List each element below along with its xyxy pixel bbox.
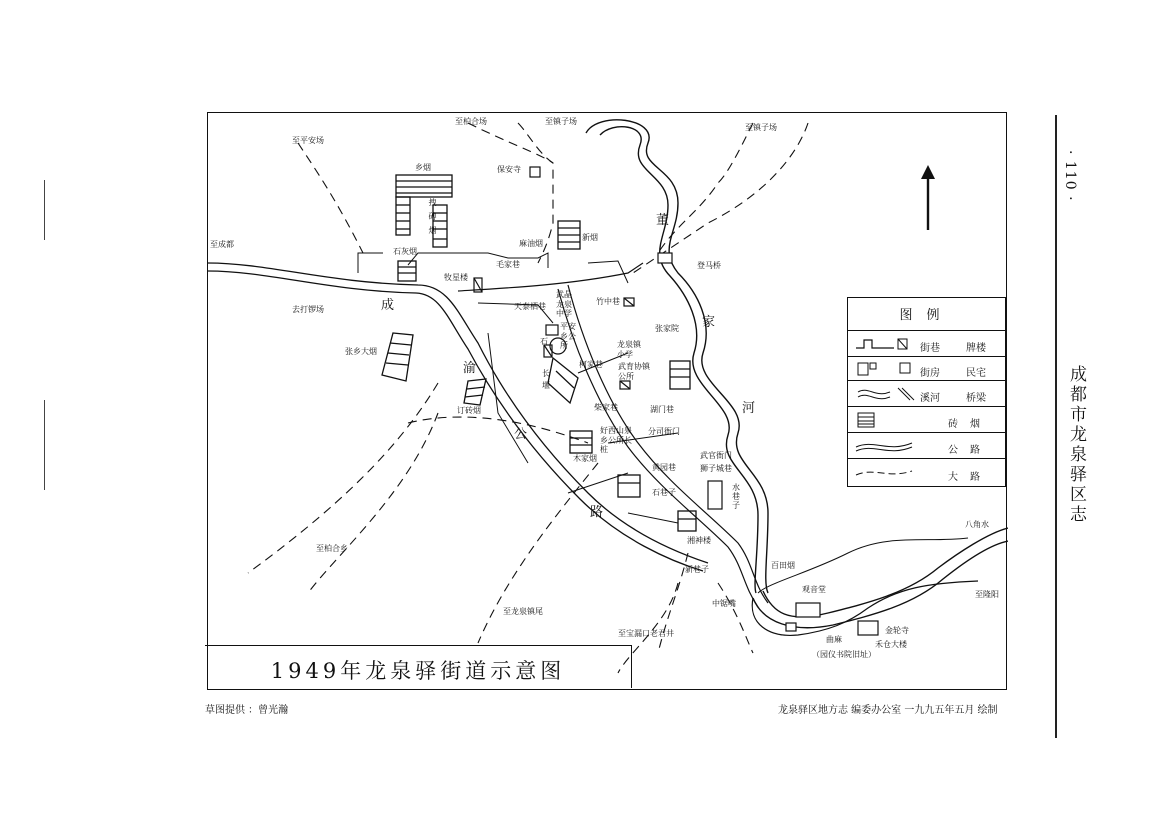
map-label: 至柏合场 <box>455 117 487 126</box>
map-label: 竹中巷 <box>596 297 620 306</box>
map-legend <box>847 297 1006 487</box>
map-label: 分司衙门 <box>648 427 680 436</box>
legend-title: 图例 <box>899 308 954 323</box>
scan-mark <box>44 400 45 490</box>
legend-label: 溪河 <box>920 393 940 404</box>
map-label: 湘神楼 <box>687 536 711 545</box>
road-label: 路 <box>590 505 604 520</box>
map-label: 至平安场 <box>292 136 324 145</box>
river-label: 家 <box>702 315 716 330</box>
book-title: 成都市龙泉驿区志 <box>1066 365 1086 525</box>
legend-label: 砖烟 <box>948 419 992 430</box>
map-label: 至镇子场 <box>745 123 777 132</box>
north-arrow-icon <box>921 165 935 230</box>
map-label: 张家院 <box>655 324 679 333</box>
map-title-box <box>205 645 632 688</box>
map-label: 好西山泉乡公所长桩 <box>600 426 632 455</box>
margin-rule <box>1055 115 1057 738</box>
map-label: 湖门巷 <box>650 405 674 414</box>
map-label: （园仪书院旧址） <box>812 650 876 659</box>
map-label: 至隆阳 <box>975 590 999 599</box>
map-label: 磚 <box>428 212 437 220</box>
map-label: 至龙泉镇尾 <box>503 607 543 616</box>
map-label: 武晶龙泉中学 <box>556 290 572 319</box>
river-line <box>753 541 1008 628</box>
map-label: 龙泉镇小学 <box>617 340 641 359</box>
map-label: 张乡大烟 <box>345 347 377 356</box>
map-label: 石巷子 <box>652 488 676 497</box>
map-label: 去打锣场 <box>292 305 324 314</box>
map-label: 新烟 <box>582 233 598 242</box>
main-street <box>458 260 643 291</box>
map-label: 禾仓大楼 <box>875 640 907 649</box>
caption-credit: 草图提供 ：曾光瀚 <box>205 705 289 716</box>
map-label: 狮子城巷 <box>700 464 732 473</box>
map-label: 水巷子 <box>732 483 740 510</box>
road-label: 成 <box>381 298 395 313</box>
legend-row <box>848 356 1005 381</box>
legend-label: 大路 <box>948 472 992 483</box>
map-label: 至宝漏口 <box>618 629 650 638</box>
map-label: 长 <box>542 369 550 378</box>
map-label: 拽 <box>428 198 437 206</box>
house-symbol-icon <box>854 360 916 378</box>
main-street <box>558 289 758 607</box>
map-label: 石灰烟 <box>393 247 417 256</box>
map-label: 柯家巷 <box>579 360 603 369</box>
map-label: 乡烟 <box>415 163 431 172</box>
highway-symbol-icon <box>854 437 916 455</box>
legend-row <box>848 406 1005 433</box>
legend-row <box>848 432 1005 459</box>
legend-row <box>848 330 1005 357</box>
map-label: 牧星楼 <box>444 273 468 282</box>
road-label: 渝 <box>463 361 477 376</box>
map-label: 柴家巷 <box>594 403 618 412</box>
legend-label: 街房 <box>920 368 940 379</box>
map-label: 平安乡公所 <box>560 322 576 351</box>
map-label: 老君井 <box>650 629 674 638</box>
caption-publisher: 龙泉驿区地方志 编委办公室 一九九五年五月 绘制 <box>778 705 998 716</box>
map-label: 烟 <box>428 226 437 234</box>
legend-label: 牌楼 <box>966 343 986 354</box>
map-label: 毛家巷 <box>496 260 520 269</box>
river-label: 河 <box>742 401 756 416</box>
map-label: 木家烟 <box>573 454 597 463</box>
legend-label: 桥梁 <box>966 393 986 404</box>
map-label: 新巷子 <box>685 565 709 574</box>
map-label: 登马桥 <box>697 261 721 270</box>
map-label: 石 <box>540 337 548 346</box>
legend-label: 民宅 <box>966 368 986 379</box>
map-label: 武育协镇公所 <box>618 362 650 381</box>
kiln-symbol-icon <box>856 411 878 429</box>
river-line <box>586 120 768 593</box>
map-title: 1949年龙泉驿街道示意图 <box>270 659 566 683</box>
map-label: 麻油烟 <box>519 239 543 248</box>
map-label: 至柏合乡 <box>316 544 348 553</box>
road-label: 公 <box>514 427 528 442</box>
page-number: · 110 · <box>1062 150 1078 202</box>
map-label: 曲麻 <box>826 635 842 644</box>
map-label: 订砖烟 <box>457 406 481 415</box>
map-label: 黄园巷 <box>652 463 676 472</box>
map-label: 天泰栖巷 <box>514 302 546 311</box>
map-label: 武官衙门 <box>700 451 732 460</box>
legend-label: 公路 <box>948 445 992 456</box>
trail-symbol-icon <box>854 465 916 481</box>
map-label: 百田烟 <box>771 561 795 570</box>
map-label: 保安寺 <box>497 165 521 174</box>
street-symbol-icon <box>854 336 910 352</box>
legend-row <box>848 380 1005 407</box>
scan-mark <box>44 180 45 240</box>
map-label: 八角水 <box>965 520 989 529</box>
map-label: 至成都 <box>210 240 234 249</box>
map-label: 至镇子场 <box>545 117 577 126</box>
river-label: 董 <box>656 213 670 228</box>
map-label: 中锯嘴 <box>712 599 736 608</box>
river-bridge-symbol-icon <box>854 384 916 404</box>
legend-row <box>848 458 1005 487</box>
map-label: 金轮寺 <box>885 626 909 635</box>
legend-label: 街巷 <box>920 343 940 354</box>
map-label: 堰 <box>542 381 550 390</box>
map-label: 观音堂 <box>802 585 826 594</box>
